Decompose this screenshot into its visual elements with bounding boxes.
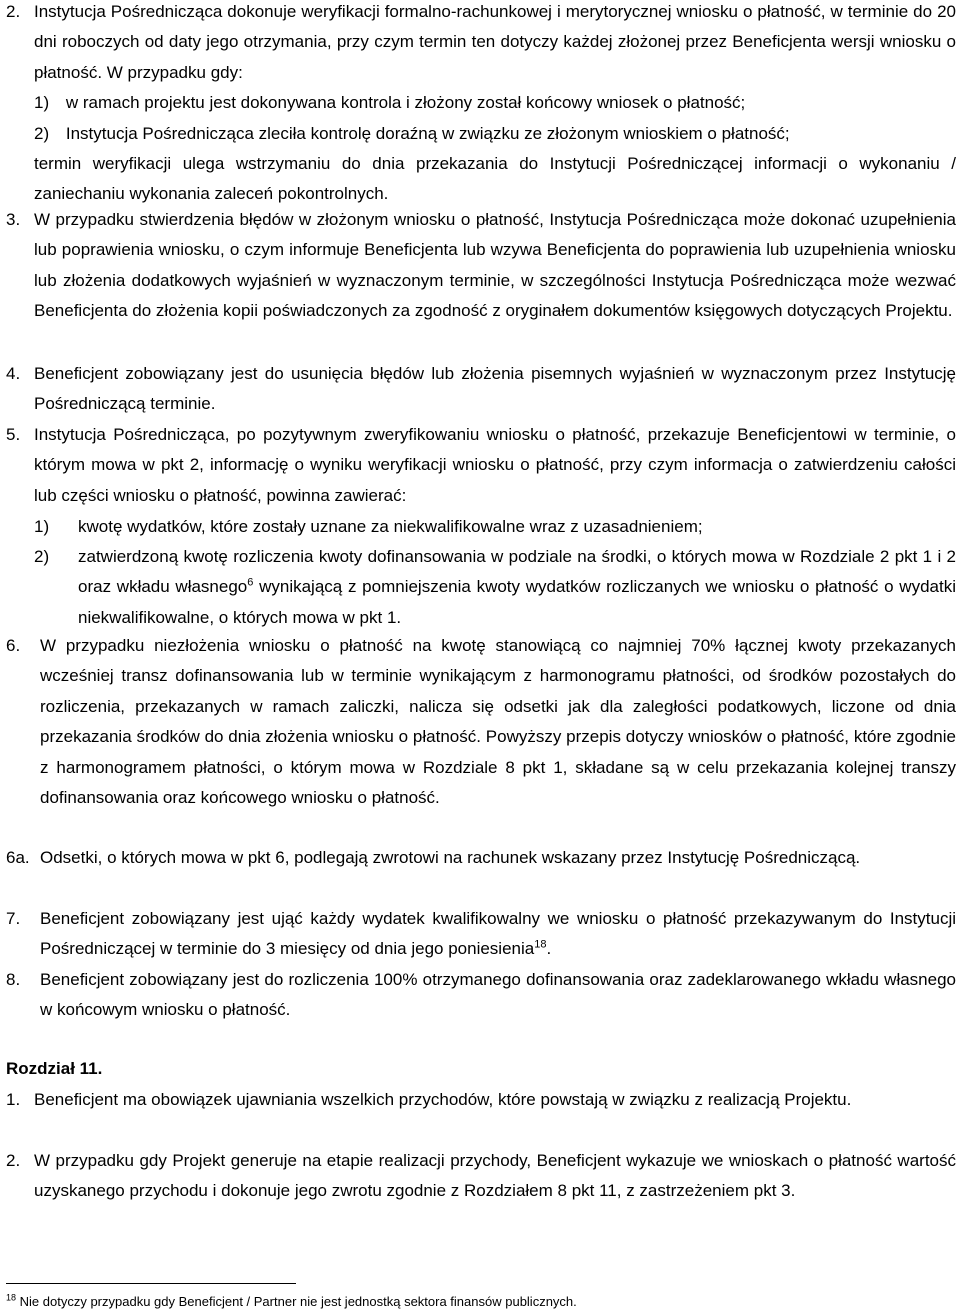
sub-item-2 [34,542,956,633]
paragraph-number: 6. [6,636,21,655]
paragraph-number: 2. [6,1151,21,1170]
paragraph-text: Beneficjent zobowiązany jest do rozliczenia 100% otrzymanego dofinansowania oraz zadeklarowanego wkładu własnego w końcowym wniosku o płatność. [40,970,956,1020]
footnote-reference: 6 [247,576,254,589]
sub-item-1 [6,88,956,118]
chapter-paragraph-2 [6,1146,956,1207]
paragraph-text: W przypadku gdy Projekt generuje na etapie realizacji przychody, Beneficjent wykazuje we wnioskach o płatność wartość uzyskanego przychodu i dokonuje jego zwrotu zgodnie z Rozdziałem 8 pkt 11, z zastrzeżeniem pkt 3. [34,1151,956,1201]
paragraph-number: 6a. [6,848,30,867]
paragraph-8 [6,965,956,1026]
paragraph-text: W przypadku niezłożenia wniosku o płatność na kwotę stanowiącą co najmniej 70% łącznej kwoty przekazanych wcześniej transz dofinansowania lub w terminie wynikającym z harmonogramu płatności, od środków pozostałych do rozliczenia, przekazanych w ramach zaliczki, nalicza się odsetki jak dla zaległości podatkowych, liczone od dnia przekazania środków do dnia złożenia wniosku o płatność. Powyższy przepis dotyczy wniosków o płatność, które zgodnie z harmonogramem płatności, o którym mowa w Rozdziale 8 pkt 1, składane są w celu przekazania kolejnej transzy dofinansowania oraz końcowego wniosku o płatność. [40,636,956,808]
paragraph-7 [6,904,956,965]
paragraph-text: Instytucja Pośrednicząca dokonuje weryfikacji formalno-rachunkowej i merytorycznej wniosku o płatność, w terminie do 20 dni roboczych od daty jego otrzymania, przy czym termin ten dotyczy każdej złożonej przez Beneficjenta wersji wniosku o płatność. W przypadku gdy: [34,2,956,82]
paragraph-text: Instytucja Pośrednicząca, po pozytywnym zweryfikowaniu wniosku o płatność, przekazuje Beneficjentowi w terminie, o którym mowa w pkt 2, informację o wyniku weryfikacji wniosku o płatność, przy czym informacja o zatwierdzeniu całości lub części wniosku o płatność, powinna zawierać: [34,425,956,505]
sub-item-text: Instytucja Pośrednicząca zleciła kontrolę doraźną w związku ze złożonym wnioskiem o płatność; [65,123,790,143]
footnote-text: Nie dotyczy przypadku gdy Beneficjent / Partner nie jest jednostką sektora finansów publicznych. [19,1294,577,1309]
sub-item-number: 2) [34,123,50,143]
sub-item-number: 2) [34,547,50,566]
paragraph-number: 5. [6,425,21,444]
sub-item-number: 1) [34,517,50,536]
paragraph-text: Beneficjent zobowiązany jest ująć każdy wydatek kwalifikowalny we wniosku o płatność przekazywanym do Instytucji Pośredniczącej w terminie do 3 miesięcy od dnia jego poniesienia$^{18}$. [40,909,956,959]
paragraph-number: 1. [6,1090,21,1109]
paragraph-3 [6,205,956,327]
paragraph-5 [6,420,956,511]
paragraph-text: W przypadku stwierdzenia błędów w złożonym wniosku o płatność, Instytucja Pośrednicząca może dokonać uzupełnienia lub poprawienia wniosku, o czym informuje Beneficjenta lub wzywa Beneficjenta do poprawienia lub uzupełnienia wniosku lub złożenia dodatkowych wyjaśnień w wyznaczonym terminie, w szczególności Instytucja Pośrednicząca może wezwać Beneficjenta do złożenia kopii poświadczonych za zgodność z oryginałem dokumentów księgowych dotyczących Projektu. [34,210,956,321]
chapter-paragraph-1 [6,1085,956,1115]
sub-item-text: w ramach projektu jest dokonywana kontrola i złożony został końcowy wniosek o płatność; [65,93,746,113]
paragraph-number: 2. [6,2,21,21]
sub-item-number: 1) [34,93,50,113]
paragraph-number: 4. [6,364,21,383]
paragraph-2 [6,0,956,210]
paragraph-text: Odsetki, o których mowa w pkt 6, podlegają zwrotowi na rachunek wskazany przez Instytucję Pośredniczącą. [40,848,861,867]
paragraph-text: Beneficjent zobowiązany jest do usunięcia błędów lub złożenia pisemnych wyjaśnień w wyznaczonym przez Instytucję Pośredniczącą terminie. [34,364,956,414]
paragraph-text-continued: termin weryfikacji ulega wstrzymaniu do dnia przekazania do Instytucji Pośredniczącej informacji o wykonaniu / zaniechaniu wykonania zaleceń pokontrolnych. [34,154,956,204]
paragraph-6a [6,843,956,873]
paragraph-4 [6,359,956,420]
sub-item-text: zatwierdzoną kwotę rozliczenia kwoty dofinansowania w podziale na środki, o których mowa w Rozdziale 2 pkt 1 i 2 oraz wkładu własnego$^6$ wynikającą z pomniejszenia kwoty wydatków rozliczanych we wniosku o płatność o wydatki niekwalifikowalne, o których mowa w pkt 1. [78,547,956,627]
paragraph-6 [6,631,956,813]
paragraph-text: Beneficjent ma obowiązek ujawniania wszelkich przychodów, które powstają w związku z realizacją Projektu. [34,1090,852,1109]
sub-item-2 [6,119,956,149]
paragraph-number: 7. [6,909,21,928]
sub-item-text: kwotę wydatków, które zostały uznane za niekwalifikowalne wraz z uzasadnieniem; [78,517,703,536]
footnote-reference: 18 [534,938,547,951]
paragraph-number: 3. [6,210,21,229]
footnote-number: 18 [6,1292,17,1303]
footnote-separator [6,1283,296,1284]
chapter-heading: Rozdział 11. [6,1059,103,1078]
paragraph-number: 8. [6,970,21,989]
footnote [6,1294,577,1310]
sub-item-1 [34,512,956,542]
